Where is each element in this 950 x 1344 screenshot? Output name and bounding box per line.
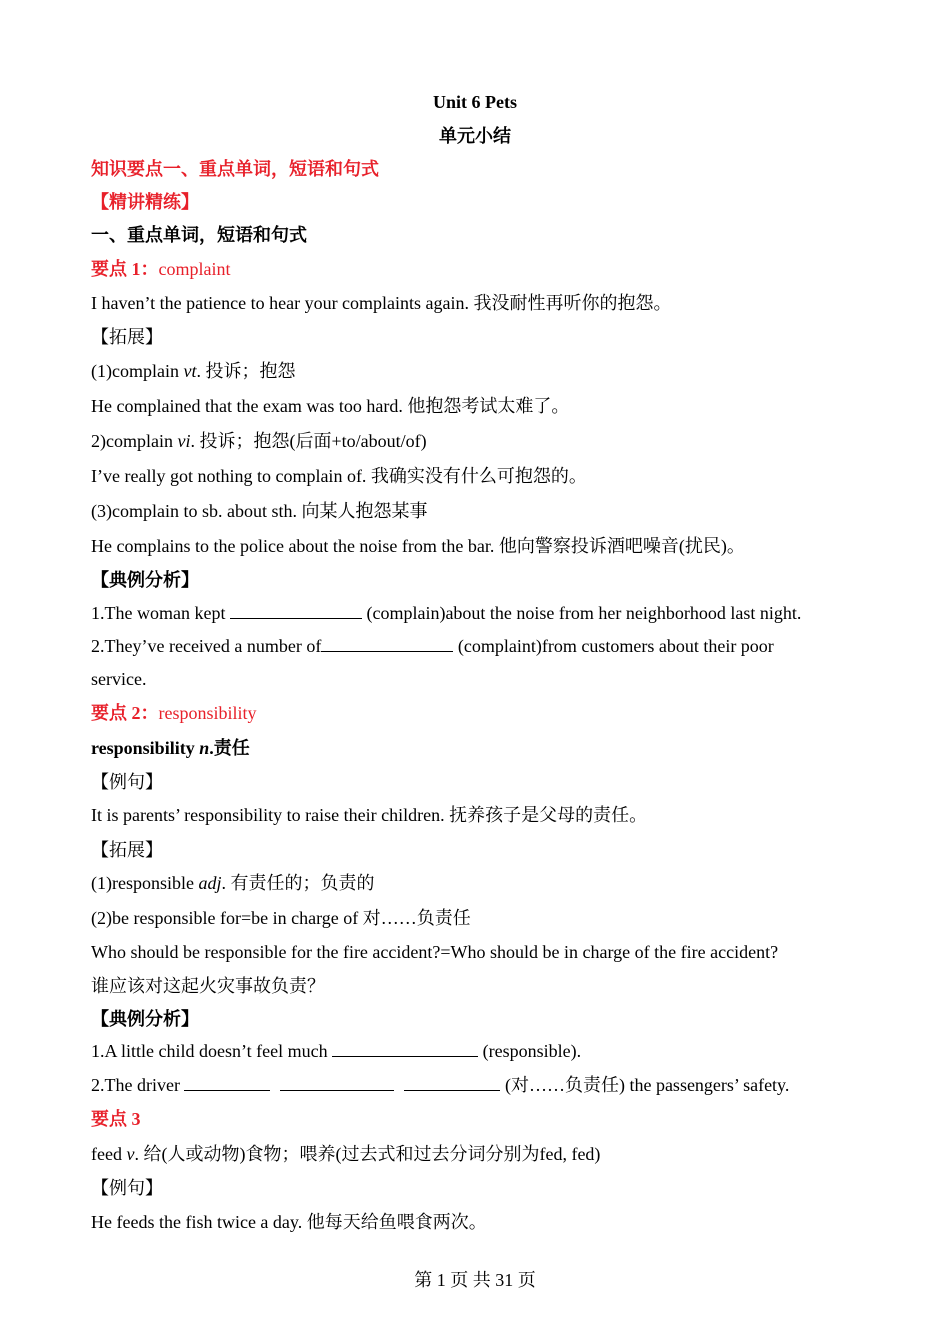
question-text: (complain)about the noise from her neighborhood last night. xyxy=(361,603,802,623)
point-1-word: complaint xyxy=(158,259,231,279)
heading-key-words: 一、重点单词，短语和句式 xyxy=(91,225,307,245)
point-2-ext-1 xyxy=(91,872,375,894)
point-2-label: 要点 2： xyxy=(91,703,159,723)
point-1-tuozhan: 【拓展】 xyxy=(91,327,163,347)
point-1-dianli: 【典例分析】 xyxy=(91,570,199,590)
def-text: . 给(人或动物)食物；喂养(过去式和过去分词分别为fed, fed) xyxy=(134,1144,601,1164)
point-1-ext-1 xyxy=(91,360,295,382)
ext-text: (1)responsible xyxy=(91,873,199,893)
point-1-example: I haven’t the patience to hear your complaints again. 我没耐性再听你的抱怨。 xyxy=(91,293,672,313)
point-2-question-1 xyxy=(91,1040,581,1062)
point-2-ext-2: (2)be responsible for=be in charge of 对……负责任 xyxy=(91,908,471,928)
ext-text: . 投诉；抱怨(后面+to/about/of) xyxy=(190,431,427,451)
point-1-question-2 xyxy=(91,635,774,657)
def-text: .责任 xyxy=(209,738,250,758)
question-text: 1.The woman kept xyxy=(91,603,230,623)
def-pos: v xyxy=(126,1144,135,1164)
point-1-ext-2-example: I’ve really got nothing to complain of. 我确实没有什么可抱怨的。 xyxy=(91,466,587,486)
point-1-ext-3: (3)complain to sb. about sth. 向某人抱怨某事 xyxy=(91,501,428,521)
def-pos: n xyxy=(199,738,210,758)
point-2-dianli: 【典例分析】 xyxy=(91,1009,199,1029)
question-text: (complaint)from customers about their poor xyxy=(453,636,774,656)
point-2-definition xyxy=(91,737,250,759)
point-2-liju: 【例句】 xyxy=(91,772,163,792)
point-1-question-2-cont: service. xyxy=(91,669,147,689)
point-2-example: It is parents’ responsibility to raise their children. 抚养孩子是父母的责任。 xyxy=(91,805,648,825)
point-3-heading: 要点 3 xyxy=(91,1109,141,1129)
ext-text: 2)complain xyxy=(91,431,178,451)
jingjiang-label: 【精讲精练】 xyxy=(91,192,199,212)
answer-blank[interactable] xyxy=(404,1074,500,1091)
answer-blank[interactable] xyxy=(184,1074,270,1091)
question-text: (对……负责任) the passengers’ safety. xyxy=(500,1075,790,1095)
point-1-question-1 xyxy=(91,602,801,624)
question-text: 1.A little child doesn’t feel much xyxy=(91,1041,333,1061)
point-1-heading xyxy=(91,258,230,280)
ext-text: (1)complain xyxy=(91,361,184,381)
page-footer: 第 1 页 共 31 页 xyxy=(414,1270,536,1290)
point-3-example: He feeds the fish twice a day. 他每天给鱼喂食两次。 xyxy=(91,1212,487,1232)
answer-blank[interactable] xyxy=(230,602,362,619)
point-1-ext-1-example: He complained that the exam was too hard. 他抱怨考试太难了。 xyxy=(91,396,570,416)
ext-pos: vi xyxy=(177,431,191,451)
point-3-liju: 【例句】 xyxy=(91,1178,163,1198)
point-2-tuozhan: 【拓展】 xyxy=(91,840,163,860)
question-text: 2.They’ve received a number of xyxy=(91,636,322,656)
def-text: responsibility xyxy=(91,738,200,758)
point-2-ext-2-example: Who should be responsible for the fire accident?=Who should be in charge of the fire accident? xyxy=(91,942,779,962)
ext-text: . 有责任的；负责的 xyxy=(221,873,375,893)
answer-blank[interactable] xyxy=(332,1040,478,1057)
answer-blank[interactable] xyxy=(280,1074,394,1091)
point-2-ext-2-cn: 谁应该对这起火灾事故负责？ xyxy=(91,976,325,996)
ext-pos: adj xyxy=(198,873,222,893)
def-text: feed xyxy=(91,1144,127,1164)
point-1-ext-3-example: He complains to the police about the noise from the bar. 他向警察投诉酒吧噪音(扰民)。 xyxy=(91,536,745,556)
answer-blank[interactable] xyxy=(321,635,453,652)
doc-subtitle: 单元小结 xyxy=(439,126,511,146)
point-1-label: 要点 1： xyxy=(91,259,159,279)
ext-text: . 投诉；抱怨 xyxy=(196,361,296,381)
question-text: (responsible). xyxy=(478,1041,582,1061)
doc-title: Unit 6 Pets xyxy=(433,92,517,112)
point-2-word: responsibility xyxy=(158,703,257,723)
question-text: 2.The driver xyxy=(91,1075,185,1095)
point-2-heading xyxy=(91,702,257,724)
ext-pos: vt xyxy=(183,361,197,381)
point-3-definition xyxy=(91,1143,600,1165)
point-2-question-2 xyxy=(91,1074,789,1096)
point-1-ext-2 xyxy=(91,430,427,452)
section-heading: 知识要点一、重点单词，短语和句式 xyxy=(91,159,379,179)
